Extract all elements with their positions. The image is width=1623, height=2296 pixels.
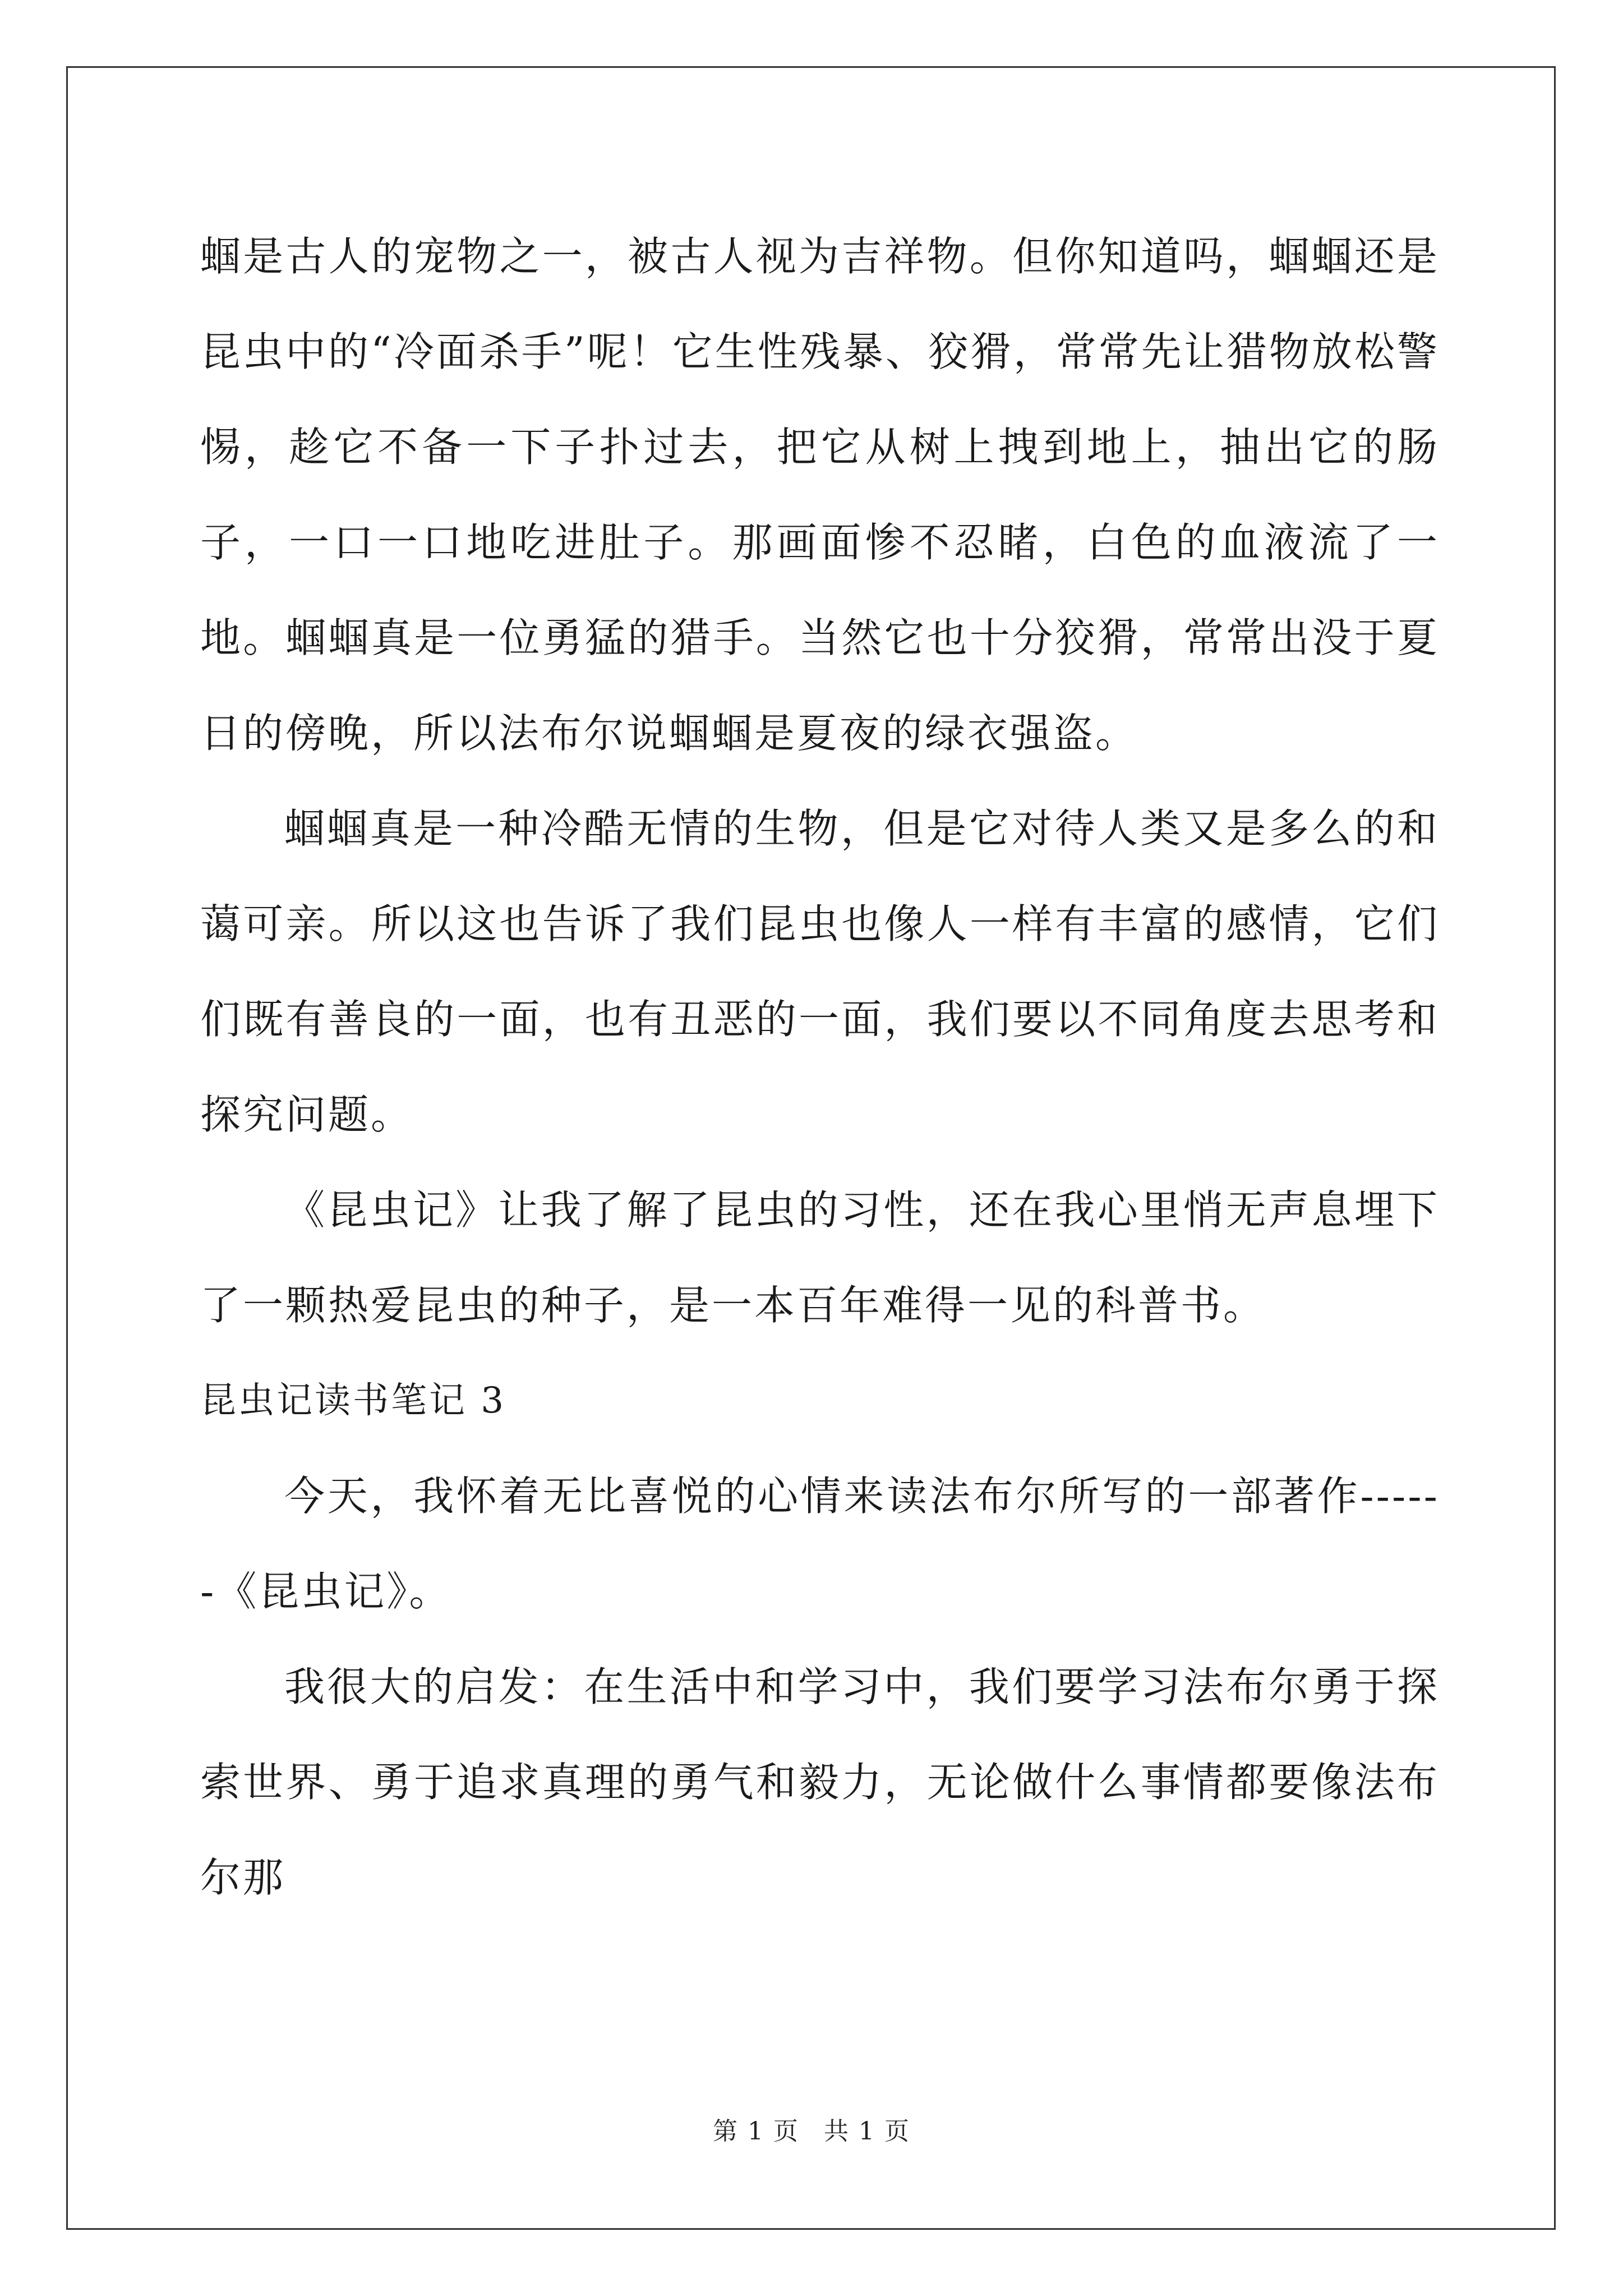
page-number: 第 1 页 bbox=[713, 2117, 799, 2146]
document-body bbox=[200, 209, 1440, 1925]
paragraph-2: 蝈蝈真是一种冷酷无情的生物，但是它对待人类又是多么的和蔼可亲。所以这也告诉了我们昆虫也像人一样有丰富的感情，它们们既有善良的一面，也有丑恶的一面，我们要以不同角度去思考和探究问题。 bbox=[200, 805, 1440, 1138]
paragraph-5: 我很大的启发：在生活中和学习中，我们要学习法布尔勇于探索世界、勇于追求真理的勇气和毅力，无论做什么事情都要像法布尔那 bbox=[200, 1663, 1440, 1901]
page-total: 共 1 页 bbox=[824, 2117, 910, 2146]
paragraph-1: 蝈是古人的宠物之一，被古人视为吉祥物。但你知道吗，蝈蝈还是昆虫中的“冷面杀手”呢！它生性残暴、狡猾，常常先让猎物放松警惕，趁它不备一下子扑过去，把它从树上拽到地上，抽出它的肠子，一口一口地吃进肚子。那画面惨不忍睹，白色的血液流了一地。蝈蝈真是一位勇猛的猎手。当然它也十分狡猾，常常出没于夏日的傍晚，所以法布尔说蝈蝈是夏夜的绿衣强盗。 bbox=[200, 233, 1440, 757]
paragraph-4: 今天，我怀着无比喜悦的心情来读法布尔所写的一部著作------《昆虫记》。 bbox=[200, 1473, 1440, 1615]
paragraph-3: 《昆虫记》让我了解了昆虫的习性，还在我心里悄无声息埋下了一颗热爱昆虫的种子，是一本百年难得一见的科普书。 bbox=[200, 1186, 1440, 1329]
section-heading: 昆虫记读书笔记 3 bbox=[200, 1380, 506, 1421]
page-footer bbox=[0, 2115, 1623, 2148]
